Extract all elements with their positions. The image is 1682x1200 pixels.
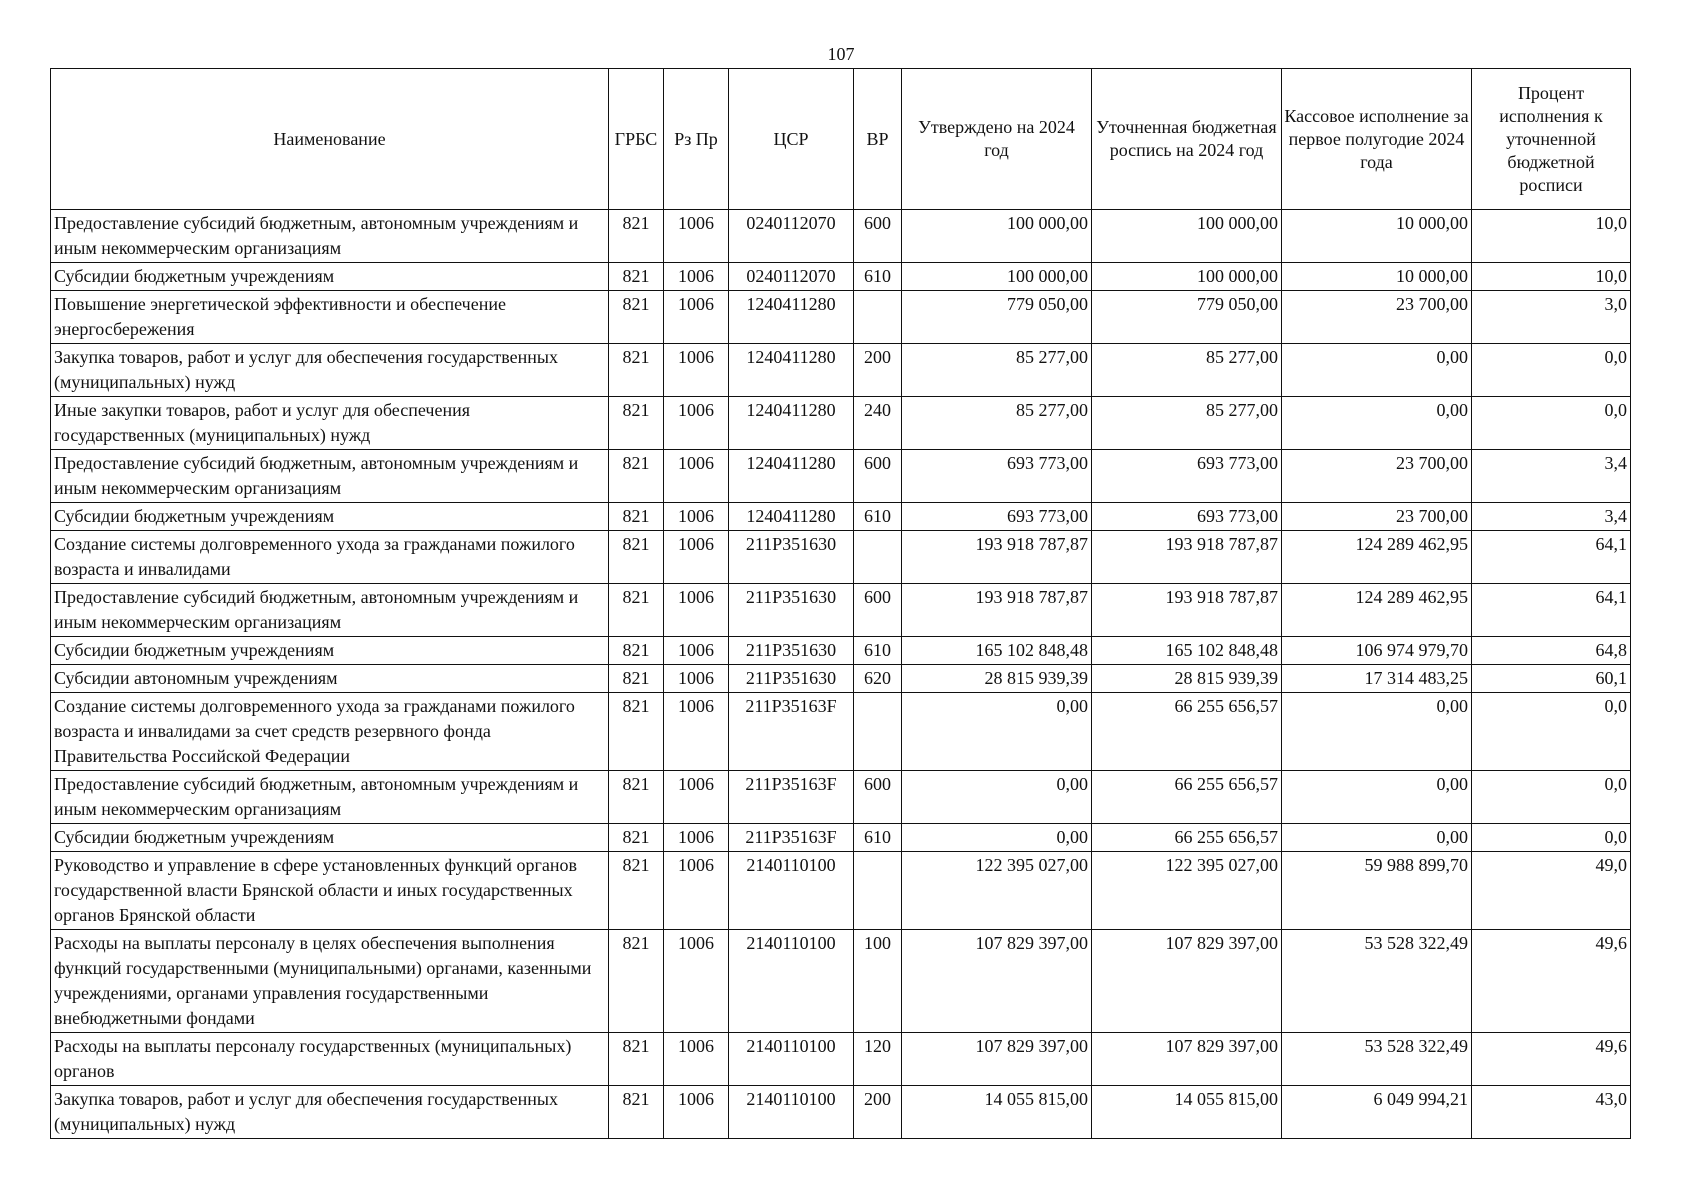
- cell-grbs: 821: [609, 263, 664, 291]
- cell-rzpr: 1006: [664, 852, 729, 930]
- cell-cash: 23 700,00: [1282, 450, 1472, 503]
- cell-vr: 240: [854, 397, 902, 450]
- cell-grbs: 821: [609, 771, 664, 824]
- cell-refined: 85 277,00: [1092, 397, 1282, 450]
- cell-vr: 200: [854, 1086, 902, 1139]
- cell-csr: 211P35163F: [729, 693, 854, 771]
- cell-csr: 211P351630: [729, 665, 854, 693]
- cell-rzpr: 1006: [664, 824, 729, 852]
- cell-percent: 64,1: [1472, 531, 1631, 584]
- table-row: [51, 344, 1631, 397]
- header-rzpr: Рз Пр: [664, 69, 729, 210]
- cell-csr: 0240112070: [729, 210, 854, 263]
- cell-rzpr: 1006: [664, 344, 729, 397]
- cell-csr: 2140110100: [729, 1086, 854, 1139]
- cell-approved: 85 277,00: [902, 344, 1092, 397]
- cell-percent: 64,1: [1472, 584, 1631, 637]
- cell-approved: 85 277,00: [902, 397, 1092, 450]
- cell-percent: 0,0: [1472, 344, 1631, 397]
- cell-csr: 2140110100: [729, 930, 854, 1033]
- cell-grbs: 821: [609, 503, 664, 531]
- table-row: [51, 263, 1631, 291]
- cell-name: Предоставление субсидий бюджетным, автономным учреждениям и иным некоммерческим организациям: [51, 584, 609, 637]
- table-body: [51, 210, 1631, 1139]
- cell-approved: 693 773,00: [902, 503, 1092, 531]
- cell-rzpr: 1006: [664, 930, 729, 1033]
- cell-vr: 600: [854, 450, 902, 503]
- cell-vr: [854, 291, 902, 344]
- cell-rzpr: 1006: [664, 1033, 729, 1086]
- cell-vr: 100: [854, 930, 902, 1033]
- cell-cash: 124 289 462,95: [1282, 531, 1472, 584]
- cell-refined: 122 395 027,00: [1092, 852, 1282, 930]
- cell-rzpr: 1006: [664, 584, 729, 637]
- cell-approved: 165 102 848,48: [902, 637, 1092, 665]
- table-row: [51, 210, 1631, 263]
- table-row: [51, 584, 1631, 637]
- cell-vr: 610: [854, 824, 902, 852]
- table-row: [51, 665, 1631, 693]
- cell-approved: 193 918 787,87: [902, 584, 1092, 637]
- cell-vr: 120: [854, 1033, 902, 1086]
- page-number: 107: [827, 44, 855, 64]
- cell-rzpr: 1006: [664, 771, 729, 824]
- cell-approved: 107 829 397,00: [902, 930, 1092, 1033]
- cell-vr: 600: [854, 771, 902, 824]
- header-approved: Утверждено на 2024 год: [902, 69, 1092, 210]
- cell-name: Субсидии бюджетным учреждениям: [51, 503, 609, 531]
- cell-cash: 10 000,00: [1282, 210, 1472, 263]
- cell-refined: 85 277,00: [1092, 344, 1282, 397]
- cell-csr: 1240411280: [729, 450, 854, 503]
- cell-vr: 610: [854, 637, 902, 665]
- cell-name: Расходы на выплаты персоналу государственных (муниципальных) органов: [51, 1033, 609, 1086]
- header-cash: Кассовое исполнение за первое полугодие 2024 года: [1282, 69, 1472, 210]
- cell-name: Создание системы долговременного ухода за гражданами пожилого возраста и инвалидами за счет средств резервного фонда Правительства Российской Федерации: [51, 693, 609, 771]
- cell-name: Расходы на выплаты персоналу в целях обеспечения выполнения функций государственными (муниципальными) органами, казенными учреждениями, органами управления государственными внебюджетными фондами: [51, 930, 609, 1033]
- cell-percent: 60,1: [1472, 665, 1631, 693]
- cell-approved: 28 815 939,39: [902, 665, 1092, 693]
- cell-percent: 0,0: [1472, 693, 1631, 771]
- cell-percent: 43,0: [1472, 1086, 1631, 1139]
- cell-grbs: 821: [609, 637, 664, 665]
- cell-grbs: 821: [609, 344, 664, 397]
- cell-grbs: 821: [609, 450, 664, 503]
- table-header-row: [51, 69, 1631, 210]
- table-row: [51, 824, 1631, 852]
- table-row: [51, 450, 1631, 503]
- cell-csr: 0240112070: [729, 263, 854, 291]
- cell-cash: 124 289 462,95: [1282, 584, 1472, 637]
- table-row: [51, 1086, 1631, 1139]
- cell-rzpr: 1006: [664, 693, 729, 771]
- cell-approved: 693 773,00: [902, 450, 1092, 503]
- cell-percent: 10,0: [1472, 263, 1631, 291]
- cell-percent: 64,8: [1472, 637, 1631, 665]
- header-grbs: ГРБС: [609, 69, 664, 210]
- cell-csr: 1240411280: [729, 397, 854, 450]
- cell-csr: 211P35163F: [729, 771, 854, 824]
- cell-vr: 610: [854, 263, 902, 291]
- cell-csr: 1240411280: [729, 291, 854, 344]
- cell-vr: 610: [854, 503, 902, 531]
- cell-rzpr: 1006: [664, 665, 729, 693]
- cell-rzpr: 1006: [664, 503, 729, 531]
- cell-rzpr: 1006: [664, 450, 729, 503]
- cell-cash: 17 314 483,25: [1282, 665, 1472, 693]
- cell-percent: 49,6: [1472, 1033, 1631, 1086]
- cell-cash: 59 988 899,70: [1282, 852, 1472, 930]
- cell-vr: [854, 693, 902, 771]
- cell-grbs: 821: [609, 584, 664, 637]
- cell-vr: 620: [854, 665, 902, 693]
- cell-rzpr: 1006: [664, 637, 729, 665]
- cell-percent: 0,0: [1472, 824, 1631, 852]
- cell-cash: 0,00: [1282, 397, 1472, 450]
- cell-refined: 107 829 397,00: [1092, 1033, 1282, 1086]
- cell-refined: 28 815 939,39: [1092, 665, 1282, 693]
- cell-grbs: 821: [609, 1086, 664, 1139]
- cell-name: Субсидии бюджетным учреждениям: [51, 637, 609, 665]
- table-row: [51, 1033, 1631, 1086]
- cell-percent: 3,4: [1472, 450, 1631, 503]
- cell-name: Предоставление субсидий бюджетным, автономным учреждениям и иным некоммерческим организациям: [51, 771, 609, 824]
- cell-name: Закупка товаров, работ и услуг для обеспечения государственных (муниципальных) нужд: [51, 1086, 609, 1139]
- cell-rzpr: 1006: [664, 531, 729, 584]
- cell-approved: 100 000,00: [902, 210, 1092, 263]
- cell-name: Субсидии бюджетным учреждениям: [51, 824, 609, 852]
- cell-refined: 193 918 787,87: [1092, 584, 1282, 637]
- cell-grbs: 821: [609, 1033, 664, 1086]
- cell-approved: 779 050,00: [902, 291, 1092, 344]
- cell-percent: 49,0: [1472, 852, 1631, 930]
- cell-percent: 3,0: [1472, 291, 1631, 344]
- cell-cash: 0,00: [1282, 344, 1472, 397]
- cell-grbs: 821: [609, 531, 664, 584]
- cell-refined: 693 773,00: [1092, 450, 1282, 503]
- cell-approved: 122 395 027,00: [902, 852, 1092, 930]
- cell-approved: 14 055 815,00: [902, 1086, 1092, 1139]
- cell-percent: 0,0: [1472, 771, 1631, 824]
- cell-refined: 779 050,00: [1092, 291, 1282, 344]
- cell-csr: 2140110100: [729, 852, 854, 930]
- table-row: [51, 637, 1631, 665]
- cell-grbs: 821: [609, 930, 664, 1033]
- budget-table: [50, 68, 1631, 1139]
- cell-name: Субсидии автономным учреждениям: [51, 665, 609, 693]
- cell-csr: 211P351630: [729, 637, 854, 665]
- cell-csr: 211P35163F: [729, 824, 854, 852]
- cell-name: Предоставление субсидий бюджетным, автономным учреждениям и иным некоммерческим организациям: [51, 210, 609, 263]
- table-row: [51, 852, 1631, 930]
- header-vr: ВР: [854, 69, 902, 210]
- cell-approved: 0,00: [902, 693, 1092, 771]
- cell-approved: 0,00: [902, 771, 1092, 824]
- cell-name: Закупка товаров, работ и услуг для обеспечения государственных (муниципальных) нужд: [51, 344, 609, 397]
- cell-cash: 10 000,00: [1282, 263, 1472, 291]
- cell-csr: 1240411280: [729, 503, 854, 531]
- table-row: [51, 693, 1631, 771]
- cell-cash: 106 974 979,70: [1282, 637, 1472, 665]
- cell-percent: 3,4: [1472, 503, 1631, 531]
- cell-cash: 23 700,00: [1282, 291, 1472, 344]
- cell-cash: 53 528 322,49: [1282, 1033, 1472, 1086]
- cell-refined: 66 255 656,57: [1092, 824, 1282, 852]
- cell-csr: 211P351630: [729, 531, 854, 584]
- cell-name: Создание системы долговременного ухода за гражданами пожилого возраста и инвалидами: [51, 531, 609, 584]
- cell-rzpr: 1006: [664, 397, 729, 450]
- cell-grbs: 821: [609, 693, 664, 771]
- cell-csr: 211P351630: [729, 584, 854, 637]
- cell-approved: 107 829 397,00: [902, 1033, 1092, 1086]
- cell-rzpr: 1006: [664, 291, 729, 344]
- cell-name: Иные закупки товаров, работ и услуг для обеспечения государственных (муниципальных) нужд: [51, 397, 609, 450]
- cell-approved: 0,00: [902, 824, 1092, 852]
- cell-rzpr: 1006: [664, 210, 729, 263]
- cell-name: Предоставление субсидий бюджетным, автономным учреждениям и иным некоммерческим организациям: [51, 450, 609, 503]
- cell-cash: 0,00: [1282, 824, 1472, 852]
- cell-vr: 600: [854, 210, 902, 263]
- cell-refined: 66 255 656,57: [1092, 693, 1282, 771]
- header-csr: ЦСР: [729, 69, 854, 210]
- table-row: [51, 531, 1631, 584]
- cell-name: Субсидии бюджетным учреждениям: [51, 263, 609, 291]
- cell-percent: 10,0: [1472, 210, 1631, 263]
- cell-name: Повышение энергетической эффективности и обеспечение энергосбережения: [51, 291, 609, 344]
- cell-refined: 165 102 848,48: [1092, 637, 1282, 665]
- cell-grbs: 821: [609, 291, 664, 344]
- cell-csr: 1240411280: [729, 344, 854, 397]
- table-row: [51, 503, 1631, 531]
- cell-refined: 100 000,00: [1092, 263, 1282, 291]
- cell-cash: 53 528 322,49: [1282, 930, 1472, 1033]
- cell-grbs: 821: [609, 852, 664, 930]
- cell-grbs: 821: [609, 665, 664, 693]
- header-refined: Уточненная бюджетная роспись на 2024 год: [1092, 69, 1282, 210]
- table-row: [51, 291, 1631, 344]
- cell-refined: 693 773,00: [1092, 503, 1282, 531]
- cell-vr: [854, 531, 902, 584]
- cell-refined: 14 055 815,00: [1092, 1086, 1282, 1139]
- cell-name: Руководство и управление в сфере установленных функций органов государственной власти Брянской области и иных государственных органов Брянской области: [51, 852, 609, 930]
- header-percent: Процент исполнения к уточненной бюджетной росписи: [1472, 69, 1631, 210]
- cell-refined: 193 918 787,87: [1092, 531, 1282, 584]
- cell-grbs: 821: [609, 824, 664, 852]
- cell-cash: 0,00: [1282, 693, 1472, 771]
- cell-rzpr: 1006: [664, 263, 729, 291]
- cell-approved: 193 918 787,87: [902, 531, 1092, 584]
- cell-grbs: 821: [609, 397, 664, 450]
- cell-approved: 100 000,00: [902, 263, 1092, 291]
- header-name: Наименование: [51, 69, 609, 210]
- cell-vr: 600: [854, 584, 902, 637]
- table-row: [51, 930, 1631, 1033]
- cell-refined: 107 829 397,00: [1092, 930, 1282, 1033]
- cell-percent: 49,6: [1472, 930, 1631, 1033]
- cell-vr: [854, 852, 902, 930]
- cell-percent: 0,0: [1472, 397, 1631, 450]
- cell-cash: 6 049 994,21: [1282, 1086, 1472, 1139]
- cell-cash: 0,00: [1282, 771, 1472, 824]
- cell-cash: 23 700,00: [1282, 503, 1472, 531]
- table-row: [51, 771, 1631, 824]
- cell-refined: 66 255 656,57: [1092, 771, 1282, 824]
- cell-refined: 100 000,00: [1092, 210, 1282, 263]
- cell-rzpr: 1006: [664, 1086, 729, 1139]
- cell-csr: 2140110100: [729, 1033, 854, 1086]
- cell-vr: 200: [854, 344, 902, 397]
- cell-grbs: 821: [609, 210, 664, 263]
- table-row: [51, 397, 1631, 450]
